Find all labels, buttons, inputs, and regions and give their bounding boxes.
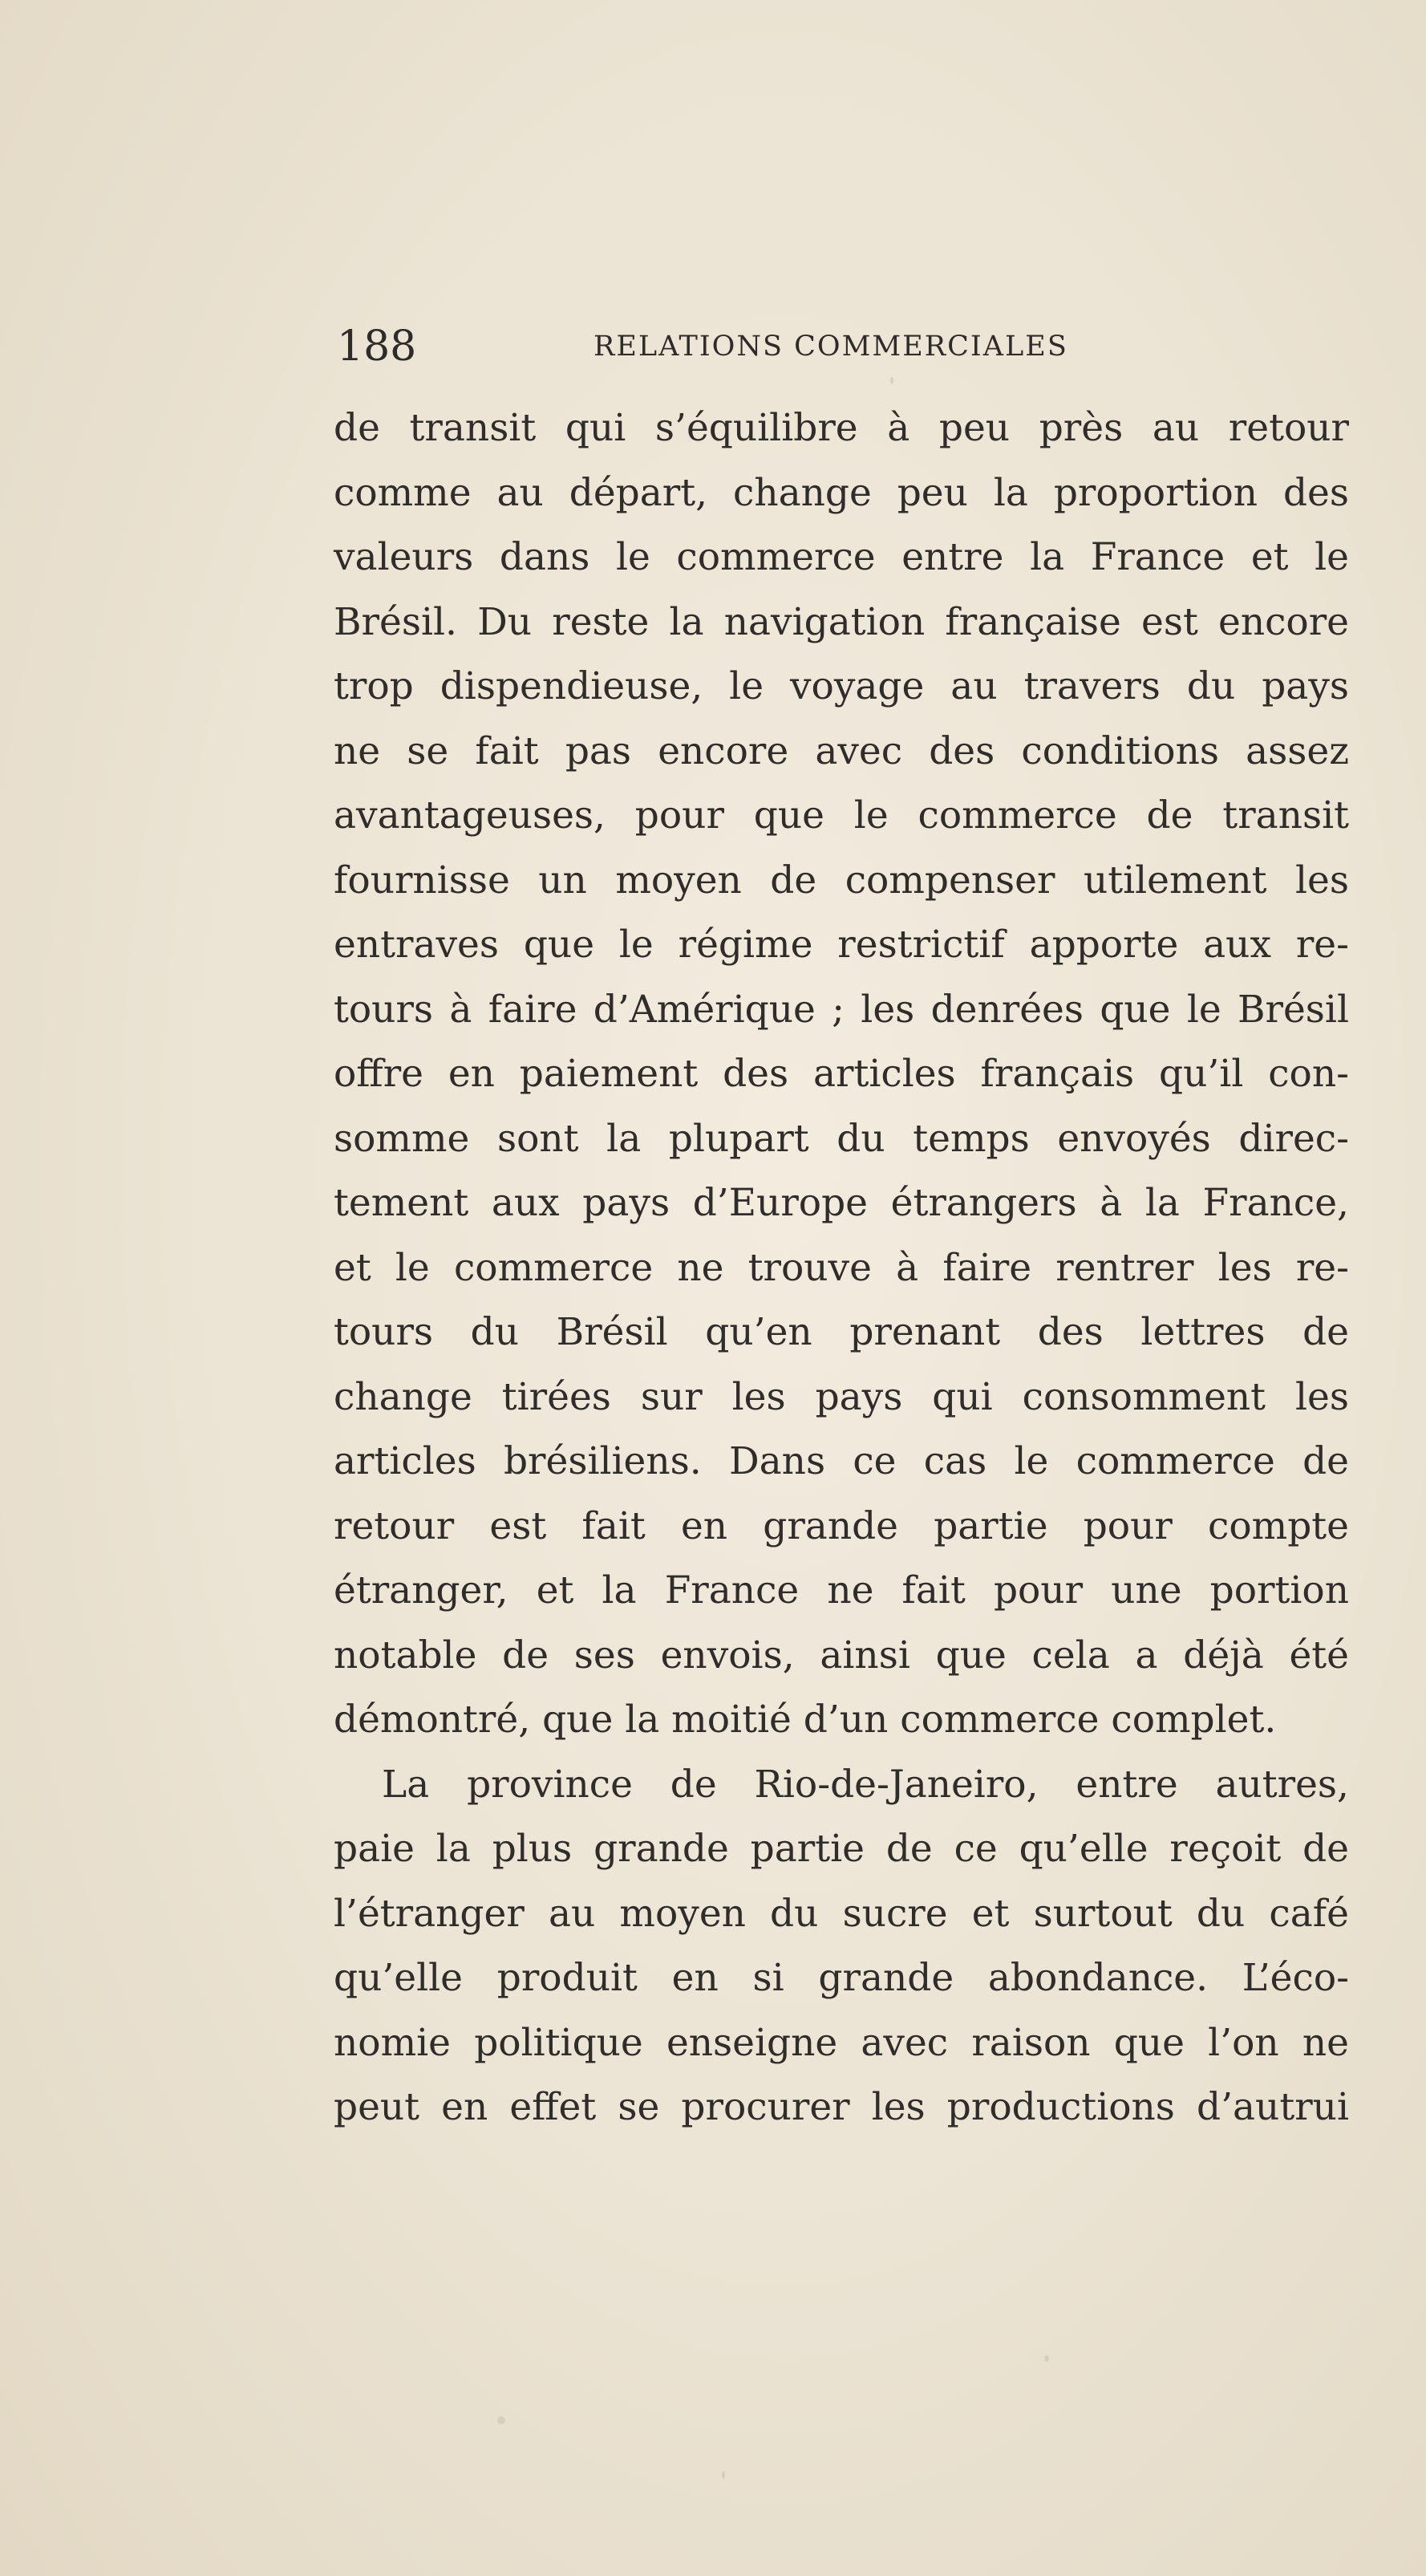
- text-line: ne se fait pas encore avec des conditions assez: [334, 728, 1349, 773]
- paper-speck: [890, 377, 893, 384]
- paper-speck: [722, 2471, 725, 2479]
- text-line: avantageuses, pour que le commerce de transit: [334, 793, 1349, 838]
- text-line: change tirées sur les pays qui consomment les: [334, 1374, 1349, 1419]
- text-line: de transit qui s’équilibre à peu près au retour: [334, 406, 1349, 450]
- text-line: retour est fait en grande partie pour compte: [334, 1503, 1349, 1548]
- text-line: Brésil. Du reste la navigation française est encore: [334, 599, 1349, 644]
- text-line: paie la plus grande partie de ce qu’elle reçoit de: [334, 1827, 1349, 1871]
- text-line: étranger, et la France ne fait pour une portion: [334, 1568, 1349, 1613]
- text-line: nomie politique enseigne avec raison que l’on ne: [334, 2020, 1349, 2065]
- text-line: valeurs dans le commerce entre la France et le: [334, 535, 1349, 579]
- text-line: somme sont la plupart du temps envoyés direc-: [334, 1116, 1349, 1161]
- text-line: La province de Rio-de-Janeiro, entre autres,: [382, 1762, 1349, 1807]
- running-head: RELATIONS COMMERCIALES: [593, 331, 1068, 363]
- page-number: 188: [337, 323, 417, 371]
- text-line: tours du Brésil qu’en prenant des lettres de: [334, 1310, 1349, 1354]
- text-line: qu’elle produit en si grande abondance. L’éco-: [334, 1956, 1349, 2000]
- text-line: et le commerce ne trouve à faire rentrer les re-: [334, 1245, 1349, 1290]
- body-text: [334, 396, 1349, 2140]
- text-line: comme au départ, change peu la proportion des: [334, 470, 1349, 515]
- text-line: offre en paiement des articles français qu’il con-: [334, 1052, 1349, 1096]
- text-line: trop dispendieuse, le voyage au travers du pays: [334, 664, 1349, 708]
- text-line: fournisse un moyen de compenser utilement les: [334, 858, 1349, 903]
- paper-speck: [1044, 2355, 1049, 2362]
- text-line: tement aux pays d’Europe étrangers à la France,: [334, 1181, 1349, 1225]
- page-header: [337, 314, 1352, 379]
- text-line: entraves que le régime restrictif apporte aux re-: [334, 923, 1349, 967]
- paper-speck: [497, 2416, 505, 2424]
- text-line: articles brésiliens. Dans ce cas le commerce de: [334, 1439, 1349, 1483]
- text-line: l’étranger au moyen du sucre et surtout du café: [334, 1891, 1349, 1936]
- text-line: notable de ses envois, ainsi que cela a déjà été: [334, 1633, 1349, 1677]
- text-line: peut en effet se procurer les productions d’autrui: [334, 2085, 1349, 2129]
- text-line: tours à faire d’Amérique ; les denrées que le Brésil: [334, 987, 1349, 1032]
- text-line: démontré, que la moitié d’un commerce complet.: [334, 1698, 1277, 1742]
